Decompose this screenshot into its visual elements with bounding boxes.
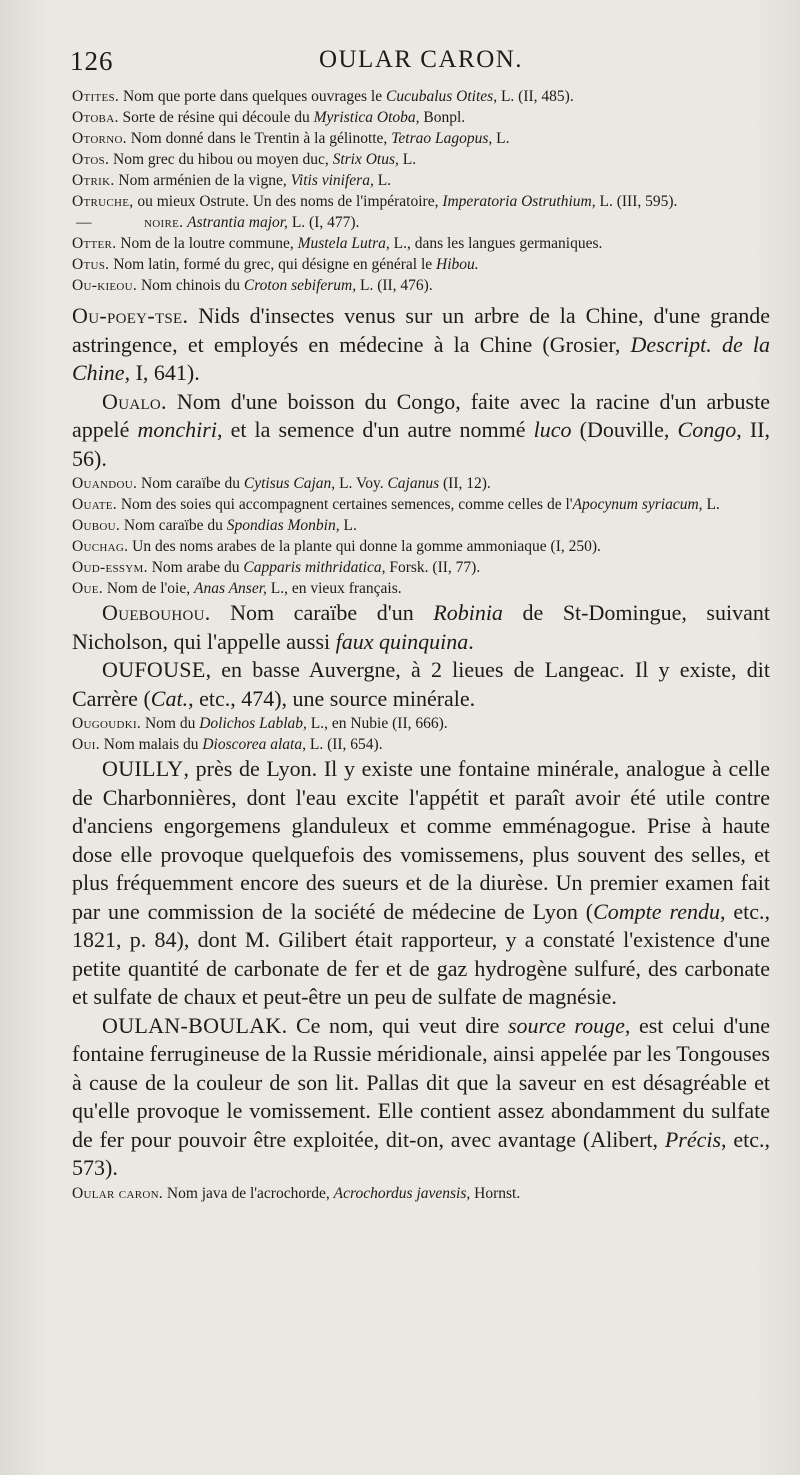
italic-term: Hibou. [436, 256, 479, 273]
entry-text: L., en Nubie (II, 666). [306, 715, 448, 732]
headword: Oular caron. [72, 1184, 163, 1202]
entry-text: L., en vieux français. [266, 580, 402, 597]
entry-ouchag [72, 536, 770, 557]
entry-text: Forsk. (II, 77). [385, 559, 481, 576]
entry-text: Nom caraïbe du [137, 475, 244, 492]
entry-text: . [468, 628, 474, 654]
entry-text: ou mieux Ostrute. Un des noms de l'impératoire, [133, 193, 443, 210]
entry-ougoudki [72, 713, 770, 734]
entry-text: , II, 56). [72, 417, 770, 471]
entry-text: Nom de la loutre commune, [116, 235, 298, 252]
entry-text: , près de Lyon. Il y existe une fontaine minérale, analogue à celle de Charbonnières, dont l'eau excite l'appétit et paraît avoir été utile contre d'anciens engorgemens glanduleux et comme emménagogue. Prise à haute dose elle provoque quelquefois des vomissemens, plus souvent des selles, et plus fréquemment encore des sueurs et de la diurèse. Un premier examen fait par une commission de la société de médecine de Lyon ( [72, 756, 770, 924]
entry-otruche-noire [72, 212, 770, 233]
entry-text: , et la semence d'un autre nommé [216, 417, 534, 442]
entry-ou-poey-tse [72, 302, 770, 388]
italic-term: Spondias Monbin, [226, 517, 340, 534]
italic-term: Croton sebiferum, [243, 277, 357, 294]
italic-term: Strix Otus, [332, 151, 399, 168]
entry-text: L., dans les langues germaniques. [389, 235, 603, 252]
italic-term: Myristica Otoba, [313, 109, 420, 126]
entry-otoba [72, 107, 770, 128]
entry-list [72, 86, 770, 1204]
entry-text: Hornst. [470, 1184, 521, 1202]
italic-term: Précis [664, 1126, 722, 1152]
entry-text: Nom latin, formé du grec, qui désigne en général le [109, 256, 437, 273]
entry-ouandou [72, 473, 770, 494]
italic-term: Congo [677, 417, 737, 442]
entry-text: L. (II, 654). [305, 736, 383, 753]
entry-ou-kieou [72, 275, 770, 296]
entry-text: L. (II, 485). [497, 88, 574, 105]
entry-text: , est celui d'une fontaine ferrugineuse de la Russie méridionale, ainsi appelée par les Tongouses à cause de la couleur de son lit. Pallas dit que la saveur en est désagréable et qu'elle provoque le vomissement. Elle contient assez abondamment du sulfate de fer pour pouvoir être exploitée, dit-on, avec avantage (Alibert, [72, 1012, 770, 1152]
entry-oualo [72, 388, 770, 474]
entry-otus [72, 254, 770, 275]
headword: Otoba. [72, 109, 119, 126]
page-header [72, 46, 770, 86]
entry-text: L. [398, 151, 417, 168]
headword: Otruche, [72, 193, 134, 210]
italic-term: monchiri [137, 417, 217, 442]
headword: Otos. [72, 151, 110, 168]
entry-text: L. Voy. [335, 475, 388, 492]
entry-text: Nom caraïbe d'un [210, 600, 434, 625]
entry-oular-caron [72, 1183, 770, 1204]
italic-term: Robinia [433, 600, 503, 625]
entry-oue [72, 578, 770, 599]
ditto-dash: — [76, 214, 92, 231]
entry-ouate [72, 494, 770, 515]
italic-term: Descript. de la Chine [72, 331, 770, 385]
headword: Otus. [72, 256, 110, 273]
entry-oui [72, 734, 770, 755]
entry-text: Nom chinois du [137, 277, 244, 294]
entry-text: Nom du [141, 715, 200, 732]
headword: Ougoudki. [72, 715, 142, 732]
headword: OUILLY [102, 756, 184, 781]
entry-text: Nom d'une boisson du Congo, faite avec la racine d'un arbuste appelé [72, 388, 770, 442]
entry-text: Nom donné dans le Trentin à la gélinotte, [126, 130, 392, 147]
headword: Oubou. [72, 517, 121, 534]
headword: Ou-kieou. [72, 277, 138, 294]
italic-term: Dolichos Lablab, [199, 715, 307, 732]
italic-term: luco [533, 417, 572, 442]
entry-text: Nom java de l'acrochorde, [163, 1184, 334, 1202]
headword: Otites. [72, 88, 120, 105]
headword: Oualo. [102, 388, 167, 414]
entry-text: L. (II, 476). [356, 277, 433, 294]
headword: Otter. [72, 235, 117, 252]
headword: Ouchag. [72, 538, 129, 555]
entry-text: Nom caraïbe du [120, 517, 227, 534]
entry-text: Nom de l'oie, [102, 580, 194, 597]
italic-term: faux quinquina [335, 628, 469, 654]
page-number: 126 [70, 46, 114, 76]
entry-text: Nom grec du hibou ou moyen duc, [109, 151, 333, 168]
headword: Ouebouhou. [102, 600, 211, 625]
entry-text: L. [702, 496, 720, 513]
entry-ouebouhou [72, 599, 770, 656]
italic-term: Anas Anser, [193, 580, 267, 597]
entry-oulan-boulak [72, 1012, 770, 1183]
entry-text: L. (I, 477). [287, 214, 360, 231]
entry-text: (II, 12). [439, 475, 491, 492]
entry-text: Bonpl. [419, 109, 466, 126]
headword: Oui. [72, 736, 100, 753]
headword: Ou-poey-tse. [72, 303, 189, 328]
italic-term: Cytisus Cajan, [243, 475, 336, 492]
italic-term: source rouge [507, 1012, 625, 1038]
entry-oud-essym [72, 557, 770, 578]
italic-term: Capparis mithridatica, [243, 559, 386, 576]
entry-text: Un des noms arabes de la plante qui donne la gomme ammoniaque (I, 250). [128, 538, 601, 555]
entry-text: Nom arménien de la vigne, [114, 172, 291, 189]
entry-text: , I, 641). [124, 360, 200, 385]
headword: OULAN-BOULAK. [102, 1012, 288, 1038]
running-title: OULAR CARON. [318, 46, 524, 73]
entry-text: L. [373, 172, 392, 189]
entry-text: L. [492, 130, 510, 147]
italic-term: Cajanus [387, 475, 440, 492]
italic-term: Apocynum syriacum, [572, 496, 703, 513]
entry-ouilly [72, 755, 770, 1012]
italic-term: Compte rendu [593, 898, 720, 924]
entry-text: Nom des soies qui accompagnent certaines semences, comme celles de l' [116, 496, 573, 513]
headword: Oue. [72, 580, 103, 597]
italic-term: Imperatoria Ostruthium, [442, 193, 596, 210]
entry-otorno [72, 128, 770, 149]
italic-term: Astrantia major, [187, 214, 288, 231]
entry-otrik [72, 170, 770, 191]
headword: Oud-essym. [72, 559, 148, 576]
entry-text: Nom que porte dans quelques ouvrages le [119, 88, 386, 105]
italic-term: Vitis vinifera, [290, 172, 374, 189]
entry-text: , etc., 573). [72, 1126, 770, 1180]
entry-text: , etc., 1821, p. 84), dont M. Gilibert était rapporteur, y a constaté l'existence d'une petite quantité de carbonate de fer et de gaz hydrogène sulfuré, des carbonate et sulfate de chaux et peut-être un peu de sulfate de magnésie. [72, 898, 770, 1009]
entry-oubou [72, 515, 770, 536]
entry-otruche [72, 191, 770, 212]
headword: OUFOUSE [102, 657, 206, 682]
italic-term: Tetrao Lagopus, [391, 130, 493, 147]
entry-text: (Douville, [571, 417, 678, 442]
headword: Ouate. [72, 496, 117, 513]
italic-term: Mustela Lutra, [297, 235, 390, 252]
italic-term: Cat. [150, 685, 189, 711]
entry-text: L. (III, 595). [595, 193, 678, 210]
entry-otos [72, 149, 770, 170]
entry-text: Ce nom, qui veut dire [287, 1012, 508, 1038]
entry-text: Sorte de résine qui découle du [118, 109, 314, 126]
headword: Ouandou. [72, 475, 138, 492]
entry-text: Nids d'insectes venus sur un arbre de la Chine, d'une grande astringence, et employés en médecine à la Chine (Grosier, [72, 303, 770, 357]
headword: noire. [144, 214, 184, 231]
entry-text: Nom malais du [99, 736, 203, 753]
entry-text: Nom arabe du [147, 559, 244, 576]
headword: Otrik. [72, 172, 115, 189]
entry-text: L. [339, 517, 357, 534]
entry-text: , en basse Auvergne, à 2 lieues de Langeac. Il y existe, dit Carrère ( [72, 657, 770, 711]
italic-term: Cucubalus Otites, [386, 88, 498, 105]
entry-otites [72, 86, 770, 107]
headword: Otorno. [72, 130, 127, 147]
entry-otter [72, 233, 770, 254]
italic-term: Dioscorea alata, [202, 736, 306, 753]
entry-oufouse [72, 656, 770, 713]
entry-text: de St-Domingue, suivant Nicholson, qui l'appelle aussi [72, 600, 770, 654]
italic-term: Acrochordus javensis, [333, 1184, 471, 1202]
entry-text: , etc., 474), une source minérale. [188, 685, 476, 711]
